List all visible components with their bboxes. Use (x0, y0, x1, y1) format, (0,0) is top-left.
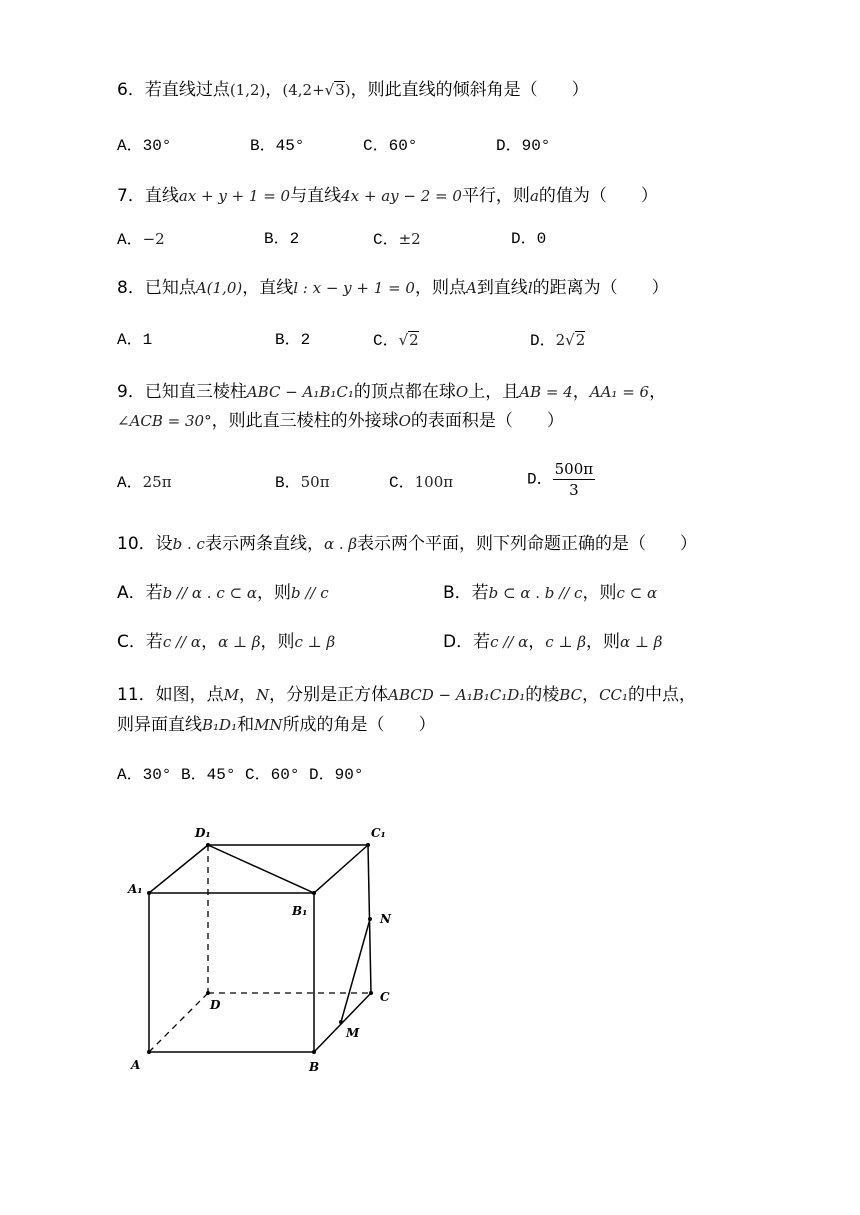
q11-suffix: 的中点， (628, 685, 697, 705)
q10-suffix: 表示两个平面，则下列命题正确的是（ ） (357, 534, 698, 554)
question-10 (117, 532, 697, 556)
label-n: N (380, 912, 391, 926)
q7-option-a (117, 227, 165, 252)
q10-c-3: ， (201, 632, 219, 652)
point-d1 (206, 843, 210, 847)
q6-option-c: C．60° (363, 137, 418, 155)
diagonal-b1d1 (208, 845, 314, 893)
q9-option-b (275, 470, 330, 495)
question-9-line-2 (117, 409, 564, 433)
q8-mid3: 到直线 (476, 278, 528, 298)
point-c1 (366, 843, 370, 847)
q9-ab: AB = 4 (519, 383, 573, 401)
q6-sep: ， (265, 80, 283, 100)
q9-option-a-value: 25π (142, 473, 172, 491)
q11-mn: MN (254, 716, 283, 734)
q6-option-a: A．30° (117, 137, 172, 155)
q10-c-2: c // α (162, 633, 202, 651)
q6-point-2-c: ) (344, 81, 351, 99)
q9-angle: ∠ACB = 30° (117, 412, 212, 430)
q10-c-4: α ⊥ β (218, 633, 261, 651)
question-11-line-1 (117, 683, 696, 707)
edge-a1d1 (149, 845, 208, 893)
q10-d-6: α ⊥ β (620, 633, 663, 651)
q6-point-2-sqrt: 3 (335, 81, 345, 99)
q9-frac-num: 500π (554, 460, 594, 478)
q10-b-1: B．若 (443, 583, 489, 603)
label-d: D (210, 998, 221, 1012)
q8-option-d (530, 328, 585, 353)
q11-bc: BC (559, 686, 583, 704)
q11-options: A．30° B．45° C．60° D．90° (117, 766, 364, 784)
q10-c-6: c ⊥ β (294, 633, 336, 651)
hidden-edges (149, 845, 371, 1052)
q8-option-b: B．2 (275, 331, 311, 349)
cube-figure (125, 815, 415, 1080)
q8-option-a: A．1 (117, 331, 153, 349)
q10-option-a (117, 581, 329, 605)
q10-d-3: ， (528, 632, 546, 652)
label-b: B (309, 1060, 320, 1074)
q7-option-a-value: −2 (142, 230, 165, 248)
point-a1 (147, 891, 151, 895)
segment-mn (341, 919, 370, 1022)
q7-equation-2: 4x + ay − 2 = 0 (341, 187, 462, 205)
q10-option-c (117, 630, 335, 654)
q9-mid2: 上，且 (468, 382, 520, 402)
q9-option-d (527, 459, 595, 500)
q10-d-2: c // α (490, 633, 529, 651)
q9-sphere-o: O (455, 383, 469, 401)
question-7 (117, 184, 658, 208)
q7-prefix: 7．直线 (117, 186, 179, 206)
q8-point-a: A (465, 279, 477, 297)
q9-option-d-fraction (553, 459, 596, 500)
q6-option-b: B．45° (250, 137, 305, 155)
q7-option-a-label: A． (117, 231, 143, 249)
q7-option-b: B．2 (264, 230, 300, 248)
q8-option-c (373, 328, 419, 353)
label-c1: C₁ (371, 826, 386, 840)
q7-equation-1: ax + y + 1 = 0 (178, 187, 291, 205)
q10-d-5: ，则 (586, 632, 620, 652)
label-a1: A₁ (128, 882, 143, 896)
q11-mid2: 的棱 (525, 685, 560, 705)
q11-b1d1: B₁D₁ (202, 716, 238, 734)
q6-prefix: 6．若直线过点 (117, 80, 230, 100)
q9-suffix: 的表面积是（ ） (410, 411, 564, 431)
label-d1: D₁ (195, 826, 211, 840)
q10-c-5: ，则 (260, 632, 295, 652)
q11-prefix: 11．如图，点 (117, 685, 224, 705)
q10-lines: b . c (172, 535, 205, 553)
q10-option-b (443, 581, 657, 605)
q10-b-4: c ⊂ α (616, 584, 658, 602)
q6-point-2-a: (4,2+ (282, 81, 325, 99)
q10-a-3: ，则 (256, 583, 291, 603)
q11-m: M (223, 686, 239, 704)
q11-cc1: CC₁ (599, 686, 629, 704)
label-a: A (131, 1058, 141, 1072)
q8-option-c-radicand: 2 (409, 331, 419, 349)
q11-mid: ，分别是正方体 (269, 685, 389, 705)
q9-aa1: AA₁ = 6 (589, 383, 650, 401)
q7-variable: a (529, 187, 539, 205)
q10-a-4: b // c (290, 584, 329, 602)
q10-prefix: 10．设 (117, 534, 173, 554)
q7-option-c (373, 227, 421, 252)
q8-option-d-value: 2√2 (555, 331, 586, 349)
q11-cube: ABCD − A₁B₁C₁D₁ (388, 686, 526, 704)
q8-mid: ，直线 (242, 278, 294, 298)
q10-a-1: A．若 (117, 583, 163, 603)
label-m: M (346, 1026, 360, 1040)
q8-point: A(1,0) (195, 279, 243, 297)
q8-mid2: ，则点 (414, 278, 466, 298)
q9-option-c-value: 100π (414, 473, 454, 491)
q10-mid: 表示两条直线， (204, 534, 324, 554)
cube-edges (149, 845, 371, 1052)
edge-ad-hidden (149, 993, 208, 1052)
q8-option-d-label: D． (530, 332, 556, 350)
question-9-line-1 (117, 380, 666, 404)
point-m (339, 1020, 343, 1024)
q9-option-b-value: 50π (300, 473, 330, 491)
q9-option-c (389, 470, 453, 495)
point-n (368, 917, 372, 921)
vertex-labels (127, 826, 392, 1074)
q11-n: N (256, 686, 270, 704)
q7-mid2: 平行，则 (461, 186, 530, 206)
q10-a-2: b // α . c ⊂ α (162, 584, 257, 602)
q9-option-b-label: B． (275, 474, 301, 492)
q8-line-l: l (527, 279, 533, 297)
q6-option-d: D．90° (496, 137, 551, 155)
q8-option-d-radicand: 2 (575, 331, 586, 349)
q9-prefix: 9．已知直三棱柱 (117, 382, 247, 402)
vertex-points (147, 843, 373, 1054)
q6-point-2: (4,2+√3) (282, 81, 351, 99)
point-b1 (312, 891, 316, 895)
q11-c1: ， (239, 685, 256, 705)
edge-b1c1 (314, 845, 368, 893)
q10-c-1: C．若 (117, 632, 163, 652)
point-a (147, 1050, 151, 1054)
point-c (369, 991, 373, 995)
question-11-line-2 (117, 713, 436, 737)
q8-line: l : x − y + 1 = 0 (293, 279, 415, 297)
q9-frac-den: 3 (569, 481, 579, 499)
question-8 (117, 276, 669, 300)
q8-option-c-value: √2 (398, 331, 419, 349)
q9-sphere-o-2: O (398, 412, 411, 430)
question-6 (117, 78, 589, 102)
q9-option-a-label: A． (117, 474, 143, 492)
q10-planes: α . β (323, 535, 358, 553)
q7-suffix: 的值为（ ） (538, 186, 658, 206)
q7-mid: 与直线 (290, 186, 342, 206)
q10-d-4: c ⊥ β (545, 633, 586, 651)
q11-line2-prefix: 则异面直线 (117, 715, 202, 735)
q10-d-1: D．若 (443, 632, 491, 652)
q8-prefix: 8．已知点 (117, 278, 196, 298)
point-b (312, 1050, 316, 1054)
q9-option-c-label: C． (389, 474, 415, 492)
q9-mid: 的顶点都在球 (353, 382, 456, 402)
q9-comma2: ， (649, 382, 667, 402)
q7-option-c-value: ±2 (398, 230, 421, 248)
label-c: C (380, 990, 390, 1004)
q6-point-1: (1,2) (229, 81, 266, 99)
q8-suffix: 的距离为（ ） (532, 278, 669, 298)
q6-suffix: ，则此直线的倾斜角是（ ） (350, 80, 589, 100)
q9-prism: ABC − A₁B₁C₁ (246, 383, 354, 401)
q10-b-3: ，则 (582, 583, 617, 603)
q11-c2: ， (582, 685, 600, 705)
q8-option-d-coef: 2 (555, 331, 566, 349)
point-d (206, 991, 210, 995)
q9-option-a (117, 470, 172, 495)
q9-option-d-label: D． (527, 470, 553, 489)
q7-option-d: D．0 (511, 230, 547, 248)
q9-comma: ， (572, 382, 590, 402)
label-b1: B₁ (292, 904, 308, 918)
q10-option-d (443, 630, 662, 654)
q8-option-c-label: C． (373, 332, 399, 350)
q11-and: 和 (237, 715, 255, 735)
q11-line2-suffix: 所成的角是（ ） (282, 715, 436, 735)
q10-b-2: b ⊂ α . b // c (488, 584, 583, 602)
q9-line2-mid: ，则此直三棱柱的外接球 (211, 411, 399, 431)
q7-option-c-label: C． (373, 231, 399, 249)
